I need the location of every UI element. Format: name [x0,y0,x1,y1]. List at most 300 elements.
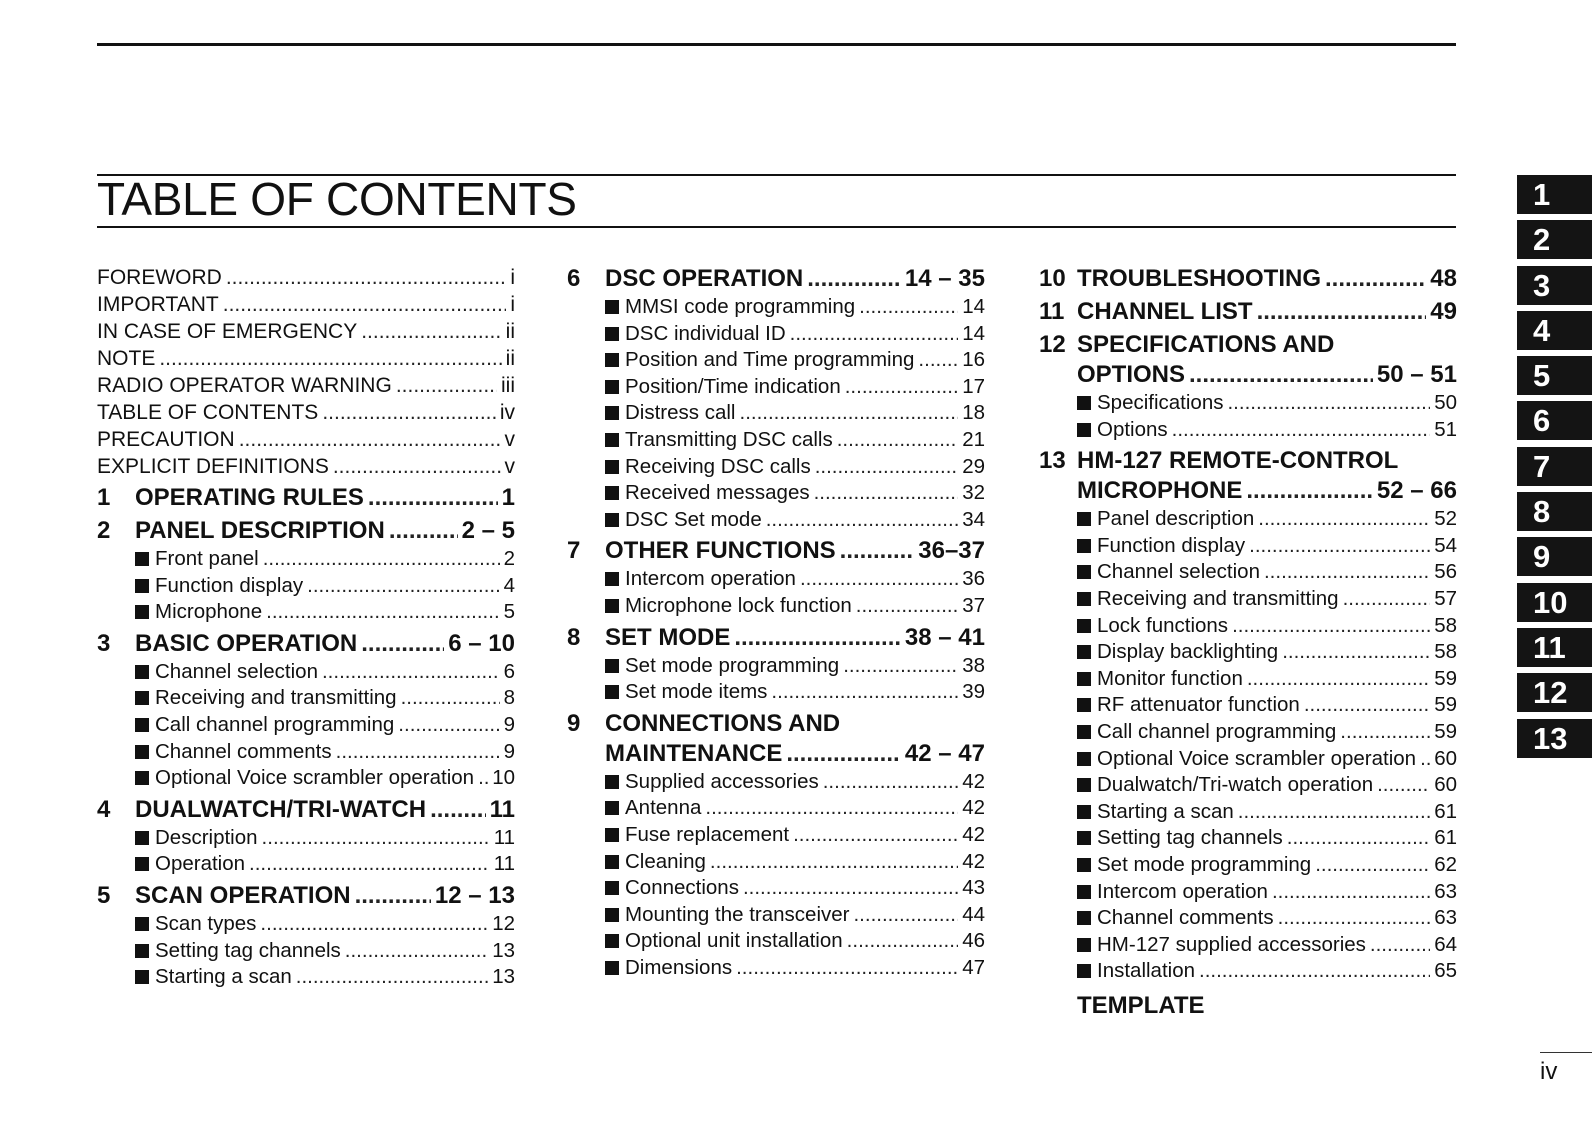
toc-chapter[interactable] [1039,360,1457,390]
chapter-tab[interactable]: 3 [1517,266,1592,305]
bullet-square-icon [1077,831,1091,845]
leader-dots [918,347,958,374]
toc-subentry[interactable] [567,928,985,955]
bullet-square-icon [605,775,619,789]
toc-entry-page: iv [499,401,515,424]
leader-dots [859,294,958,321]
toc-entry[interactable] [97,291,515,318]
chapter-number: 8 [567,623,581,651]
leader-dots [793,822,958,849]
toc-entry-label: RADIO OPERATOR WARNING [97,374,392,397]
chapter-title-line1: CONNECTIONS AND [605,709,841,737]
toc-subentry-label: Channel comments [155,739,332,763]
toc-chapter[interactable] [97,629,515,659]
toc-entry[interactable] [97,264,515,291]
leader-dots [1370,932,1430,959]
toc-entry[interactable] [97,426,515,453]
chapter-tab[interactable]: 10 [1517,583,1592,622]
toc-subentry[interactable] [97,546,515,573]
bullet-square-icon [135,691,149,705]
toc-subentry[interactable] [567,507,985,534]
toc-subentry-page: 63 [1434,906,1457,930]
toc-subentry[interactable] [1039,417,1457,444]
leader-dots [1247,666,1430,693]
toc-subentry-page: 6 [503,659,515,683]
chapter-tab[interactable]: 7 [1517,447,1592,486]
chapter-number: 6 [567,265,581,292]
toc-subentry[interactable] [567,454,985,481]
leader-dots [1278,905,1431,932]
leader-dots [771,679,958,706]
toc-subentry[interactable] [97,599,515,626]
bullet-square-icon [605,433,619,447]
toc-subentry[interactable] [1039,666,1457,693]
chapter-tab[interactable]: 5 [1517,356,1592,395]
bullet-square-icon [1077,672,1091,686]
toc-subentry-label: Mounting the transceiver [625,902,850,926]
leader-dots [368,483,498,513]
toc-subentry-page: 65 [1434,959,1457,983]
toc-subentry-label: Display backlighting [1097,640,1279,664]
chapter-title-line1: SPECIFICATIONS AND [1077,331,1335,358]
bullet-square-icon [1077,592,1091,606]
toc-subentry[interactable] [97,964,515,991]
leader-dots [705,795,958,822]
leader-dots [355,881,431,911]
toc-entry[interactable] [97,372,515,399]
leader-dots [226,264,507,291]
toc-subentry-label: Optional Voice scrambler operation [1097,746,1417,770]
toc-subentry[interactable] [567,769,985,796]
chapter-page: 42 – 47 [904,739,985,767]
leader-dots [843,653,958,680]
toc-subentry-label: Intercom operation [625,567,796,591]
toc-subentry-page: 58 [1434,613,1457,637]
toc-subentry-page: 4 [503,573,515,597]
page-number: iv [1540,1058,1558,1085]
toc-subentry[interactable] [567,294,985,321]
toc-subentry-label: Position and Time programming [625,348,915,372]
toc-chapter[interactable] [567,739,985,769]
leader-dots [262,825,490,852]
leader-dots [734,623,901,653]
toc-subentry-page: 42 [962,849,985,873]
chapter-tab[interactable]: 9 [1517,537,1592,576]
bullet-square-icon [605,572,619,586]
toc-subentry[interactable] [97,685,515,712]
toc-subentry[interactable] [1039,799,1457,826]
toc-subentry-page: 44 [962,902,985,926]
leader-dots [249,851,490,878]
toc-chapter[interactable] [567,536,985,566]
toc-subentry[interactable] [97,938,515,965]
toc-subentry-label: Setting tag channels [155,938,341,962]
leader-dots [823,769,958,796]
toc-subentry[interactable] [97,659,515,686]
toc-subentry-page: 14 [962,295,985,318]
chapter-title-line1: HM-127 REMOTE-CONTROL [1077,447,1399,475]
template-heading: TEMPLATE [1077,991,1205,1019]
toc-subentry-page: 63 [1434,879,1457,903]
toc-subentry-page: 57 [1434,586,1457,610]
bullet-square-icon [1077,565,1091,579]
toc-subentry-page: 34 [962,507,985,531]
toc-subentry[interactable] [567,374,985,401]
toc-subentry[interactable] [567,347,985,374]
leader-dots [800,566,958,593]
toc-entry-label: EXPLICIT DEFINITIONS [97,455,329,478]
toc-subentry[interactable] [567,849,985,876]
toc-chapter[interactable] [567,623,985,653]
chapter-page: 49 [1430,298,1457,325]
toc-column-3 [1039,264,1457,1021]
leader-dots [266,599,499,626]
toc-subentry-label: Description [155,825,258,849]
chapter-title: CHANNEL LIST [1077,298,1253,325]
leader-dots [1282,639,1430,666]
toc-entry[interactable] [97,318,515,345]
toc-subentry[interactable] [567,822,985,849]
toc-subentry-label: Receiving DSC calls [625,454,811,478]
chapter-tab[interactable]: 4 [1517,311,1592,350]
toc-subentry-label: Set mode programming [1097,852,1312,876]
leader-dots [1257,297,1427,327]
toc-subentry-label: Function display [155,573,304,597]
toc-chapter-heading[interactable] [1039,446,1457,476]
toc-subentry[interactable] [567,593,985,620]
toc-subentry-label: DSC individual ID [625,321,786,345]
toc-subentry[interactable] [97,825,515,852]
leader-dots [1258,506,1430,533]
leader-dots [307,573,499,600]
toc-subentry-label: Starting a scan [1097,799,1234,823]
bullet-square-icon [605,934,619,948]
leader-dots [1340,719,1430,746]
toc-subentry-page: 38 [962,653,985,677]
toc-entry-label: IMPORTANT [97,293,219,316]
toc-subentry[interactable] [1039,390,1457,417]
toc-subentry-page: 47 [962,955,985,979]
toc-subentry-page: 21 [962,427,985,451]
toc-subentry-page: 46 [962,929,985,953]
toc-subentry[interactable] [567,400,985,427]
toc-subentry[interactable] [567,795,985,822]
toc-subentry[interactable] [97,739,515,766]
toc-subentry[interactable] [567,566,985,593]
chapter-page: 12 – 13 [434,881,515,909]
toc-subentry-label: Specifications [1097,391,1224,414]
leader-dots [814,480,959,507]
toc-column-1 [97,264,515,991]
bullet-square-icon [1077,805,1091,819]
bullet-square-icon [605,961,619,975]
bullet-square-icon [1077,698,1091,712]
toc-subentry-label: Channel comments [1097,906,1274,930]
chapter-title: DUALWATCH/TRI-WATCH [135,795,427,823]
leader-dots [853,902,958,929]
toc-subentry-label: Receiving and transmitting [155,686,397,710]
toc-subentry-page: 9 [503,739,515,763]
toc-chapter[interactable] [1039,264,1457,294]
bullet-square-icon [605,881,619,895]
leader-dots [790,321,959,348]
toc-subentry[interactable] [1039,613,1457,640]
chapter-page: 36–37 [918,537,985,565]
bullet-square-icon [605,460,619,474]
leader-dots [239,426,501,453]
chapter-number: 11 [1039,298,1065,325]
toc-subentry[interactable] [1039,772,1457,799]
toc-subentry[interactable] [567,902,985,929]
chapter-title: SET MODE [605,623,731,651]
header-rule [97,43,1456,46]
leader-dots [223,291,507,318]
chapter-tab[interactable]: 11 [1517,628,1592,667]
toc-subentry[interactable] [567,480,985,507]
toc-subentry-label: Starting a scan [155,965,292,989]
toc-subentry-page: 13 [492,938,515,962]
bullet-square-icon [1077,619,1091,633]
toc-subentry-label: Channel selection [155,659,318,683]
toc-subentry-page: 62 [1434,852,1457,876]
toc-subentry-page: 5 [503,600,515,624]
leader-dots [710,849,958,876]
leader-dots [786,739,901,769]
leader-dots [837,427,958,454]
toc-subentry-page: 14 [962,321,985,345]
toc-entry[interactable] [97,345,515,372]
bullet-square-icon [135,831,149,845]
chapter-tab[interactable]: 6 [1517,401,1592,440]
leader-dots [1199,958,1430,985]
leader-dots [398,712,499,739]
toc-subentry[interactable] [97,573,515,600]
toc-subentry[interactable] [1039,852,1457,879]
bullet-square-icon [605,327,619,341]
chapter-title: BASIC OPERATION [135,629,358,657]
chapter-page: 6 – 10 [448,629,515,657]
toc-subentry[interactable] [1039,746,1457,773]
bullet-square-icon [1077,539,1091,553]
toc-subentry[interactable] [567,321,985,348]
leader-dots [1325,264,1426,294]
leader-dots [1420,746,1430,773]
chapter-number: 7 [567,537,581,565]
toc-chapter[interactable] [1039,297,1457,327]
bullet-square-icon [135,605,149,619]
toc-entry-page: v [504,455,515,478]
leader-dots [322,659,500,686]
toc-subentry-page: 2 [503,547,515,570]
bullet-square-icon [135,944,149,958]
chapter-title: OPERATING RULES [135,484,364,511]
toc-subentry[interactable] [1039,586,1457,613]
toc-subentry[interactable] [97,851,515,878]
toc-entry-label: TABLE OF CONTENTS [97,401,319,424]
leader-dots [1304,692,1430,719]
toc-subentry-page: 32 [962,481,985,505]
chapter-title-line2: MICROPHONE [1077,477,1243,505]
bullet-square-icon [135,579,149,593]
leader-dots [740,400,959,427]
bullet-square-icon [605,486,619,500]
leader-dots [1249,533,1430,560]
chapter-number: 12 [1039,331,1066,358]
toc-subentry-page: 10 [492,766,515,790]
toc-entry-page: iii [501,374,515,397]
toc-subentry-label: Receiving and transmitting [1097,586,1339,610]
toc-entry-label: PRECAUTION [97,428,235,451]
chapter-title-line2: OPTIONS [1077,361,1186,388]
toc-subentry-label: Transmitting DSC calls [625,427,833,451]
toc-chapter-heading[interactable] [567,709,985,739]
toc-chapter[interactable] [97,881,515,911]
leader-dots [389,516,458,546]
bullet-square-icon [605,659,619,673]
chapter-tab[interactable]: 1 [1517,175,1592,214]
leader-dots [333,453,501,480]
toc-subentry[interactable] [1039,533,1457,560]
toc-subentry[interactable] [567,875,985,902]
toc-subentry-page: 42 [962,769,985,793]
toc-subentry[interactable] [1039,825,1457,852]
toc-subentry[interactable] [97,765,515,792]
toc-subentry-label: Microphone lock function [625,593,852,617]
toc-subentry[interactable] [1039,559,1457,586]
chapter-tab[interactable]: 13 [1517,719,1592,758]
toc-chapter-heading[interactable] [1039,330,1457,360]
chapter-number: 13 [1039,447,1066,475]
chapter-tab[interactable]: 8 [1517,492,1592,531]
toc-entry[interactable] [97,453,515,480]
toc-chapter[interactable] [97,483,515,513]
toc-chapter[interactable] [97,795,515,825]
toc-subentry-label: Call channel programming [1097,719,1337,743]
toc-subentry-page: 11 [493,825,515,849]
toc-subentry-page: 16 [962,348,985,372]
bullet-square-icon [1077,778,1091,792]
leader-dots [1343,586,1431,613]
toc-subentry-page: 42 [962,822,985,846]
toc-subentry[interactable] [1039,958,1457,985]
toc-subentry-page: 51 [1434,417,1457,441]
toc-subentry-label: Set mode items [625,680,768,704]
chapter-number: 10 [1039,265,1066,292]
toc-subentry[interactable] [1039,905,1457,932]
toc-entry-page: i [510,266,515,289]
toc-subentry-label: Optional Voice scrambler operation [155,766,475,790]
toc-subentry-label: Front panel [155,547,259,570]
toc-subentry[interactable] [567,679,985,706]
toc-subentry-label: Position/Time indication [625,374,841,398]
chapter-page: 48 [1430,265,1457,292]
toc-subentry-label: Set mode programming [625,653,840,677]
bullet-square-icon [1077,752,1091,766]
toc-chapter[interactable] [567,264,985,294]
leader-dots [847,928,959,955]
bullet-square-icon [135,917,149,931]
toc-subentry[interactable] [97,911,515,938]
leader-dots [159,345,501,372]
toc-subentry-label: Channel selection [1097,560,1260,584]
toc-subentry-page: 42 [962,796,985,820]
toc-column-2 [567,264,985,981]
toc-subentry-label: Panel description [1097,507,1255,531]
toc-subentry-page: 29 [962,454,985,478]
leader-dots [260,911,488,938]
leader-dots [766,507,958,534]
chapter-title: TROUBLESHOOTING [1077,265,1321,292]
leader-dots [1272,879,1430,906]
chapter-title: DSC OPERATION [605,265,804,292]
toc-subentry[interactable] [567,427,985,454]
page-title: TABLE OF CONTENTS [97,173,577,225]
bullet-square-icon [135,552,149,566]
chapter-page: 11 [489,795,515,823]
toc-subentry-page: 61 [1434,799,1457,823]
toc-subentry-label: Function display [1097,533,1246,557]
toc-entry-page: i [510,293,515,316]
toc-subentry-label: Scan types [155,911,257,935]
toc-subentry-label: Call channel programming [155,712,395,736]
toc-subentry[interactable] [1039,879,1457,906]
leader-dots [1246,476,1373,506]
leader-dots [1172,417,1431,444]
toc-subentry-page: 39 [962,680,985,704]
chapter-tab[interactable]: 12 [1517,673,1592,712]
chapter-page: 38 – 41 [904,623,985,651]
chapter-tab[interactable]: 2 [1517,220,1592,259]
toc-entry-page: ii [505,320,515,343]
toc-chapter[interactable] [1039,476,1457,506]
toc-subentry-label: Received messages [625,481,810,505]
leader-dots [478,765,488,792]
chapter-page: 50 – 51 [1376,361,1457,388]
leader-dots [401,685,500,712]
bullet-square-icon [605,599,619,613]
toc-subentry[interactable] [1039,932,1457,959]
chapter-title-line2: MAINTENANCE [605,739,783,767]
chapter-tabs [1517,175,1592,764]
toc-subentry-label: Optional unit installation [625,929,843,953]
toc-subentry-label: DSC Set mode [625,507,762,531]
chapter-title: SCAN OPERATION [135,881,351,909]
toc-subentry[interactable] [567,955,985,982]
bullet-square-icon [135,718,149,732]
toc-subentry-label: Intercom operation [1097,879,1268,903]
toc-subentry[interactable] [1039,719,1457,746]
toc-entry-page: v [504,428,515,451]
toc-subentry[interactable] [1039,639,1457,666]
bullet-square-icon [605,828,619,842]
toc-subentry-page: 60 [1434,746,1457,770]
page-number-rule [1540,1052,1592,1053]
bullet-square-icon [605,855,619,869]
toc-entry[interactable] [97,399,515,426]
leader-dots [361,629,444,659]
toc-subentry-page: 17 [962,374,985,398]
toc-subentry[interactable] [1039,692,1457,719]
toc-subentry-page: 37 [962,593,985,617]
toc-subentry[interactable] [97,712,515,739]
leader-dots [1264,559,1430,586]
toc-chapter[interactable] [97,516,515,546]
bullet-square-icon [1077,396,1091,410]
bullet-square-icon [1077,938,1091,952]
leader-dots [296,964,488,991]
toc-subentry[interactable] [1039,506,1457,533]
toc-subentry[interactable] [567,653,985,680]
